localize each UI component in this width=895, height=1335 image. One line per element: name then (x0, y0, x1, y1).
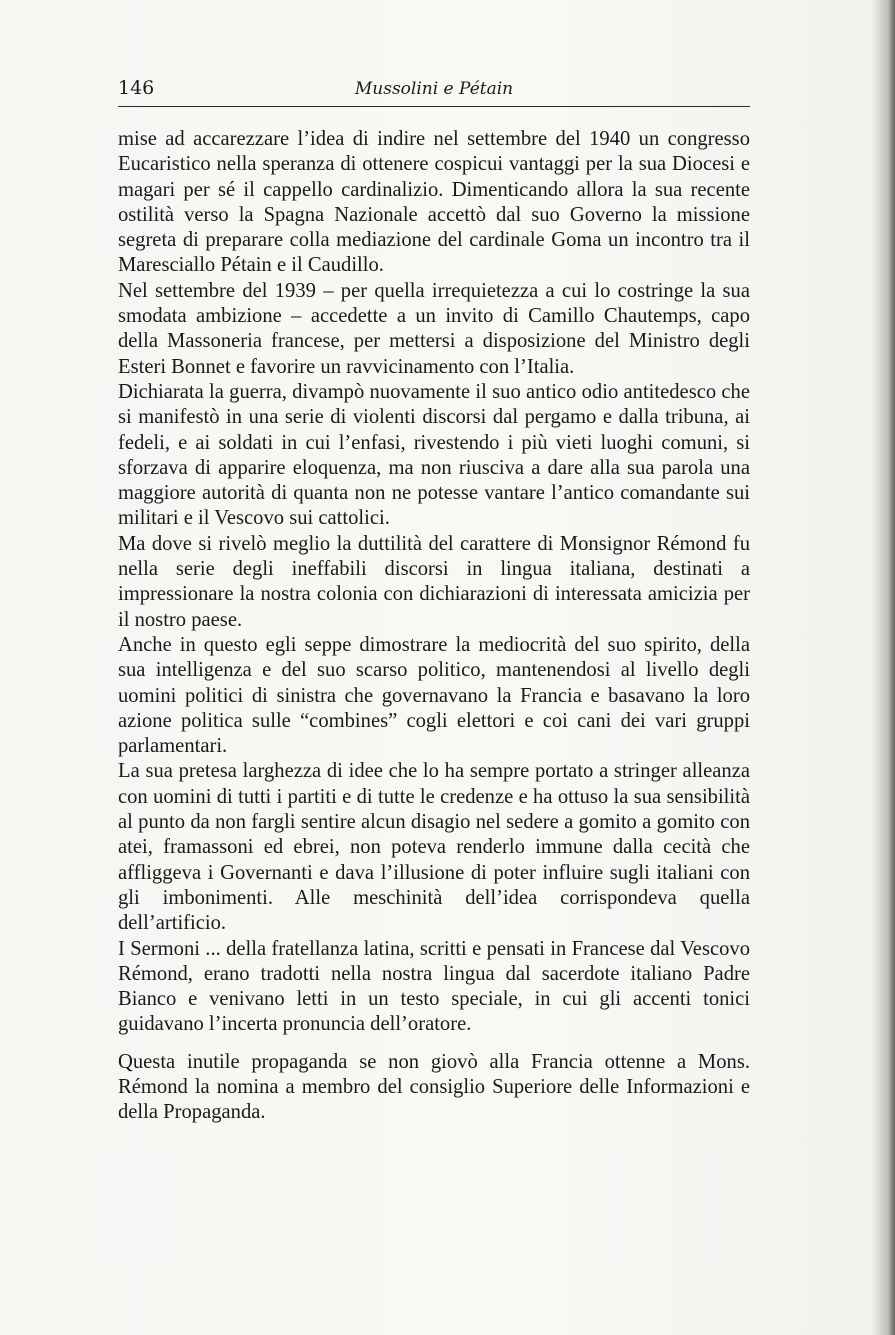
page-number: 146 (118, 77, 155, 99)
paragraph-2: Nel settembre del 1939 – per quella irrequietezza a cui lo costringe la sua smodata ambizione – accedette a un invito di Camillo Chautemps, capo della Massoneria francese, per mettersi a disposizione del Ministro degli Esteri Bonnet e favorire un ravvicinamento con l’Italia. (118, 279, 750, 378)
running-title: Mussolini e Pétain (354, 79, 514, 99)
page-edge-shadow (871, 0, 895, 1335)
paragraph-8: Questa inutile propaganda se non giovò alla Francia ottenne a Mons. Rémond la nomina a membro del consiglio Superiore delle Informazioni e della Propaganda. (118, 1050, 750, 1124)
paragraph-3: Dichiarata la guerra, divampò nuovamente il suo antico odio antitedesco che si manifestò in una serie di violenti discorsi dal pergamo e dalla tribuna, ai fedeli, e ai soldati in cui l’enfasi, rivestendo i più vieti luoghi comuni, si sforzava di apparire eloquenza, ma non riusciva a dare alla sua parola una maggiore autorità di quanta non ne potesse vantare l’antico comandante sui militari e il Vescovo sui cattolici. (118, 380, 750, 530)
page-header (118, 76, 750, 107)
paragraph-5: Anche in questo egli seppe dimostrare la mediocrità del suo spirito, della sua intelligenza e del suo scarso politico, mantenendosi al livello degli uomini politici di sinistra che governavano la Francia e basavano la loro azione politica sulle “combines” cogli elettori e coi cani dei vari gruppi parlamentari. (118, 633, 750, 758)
paragraph-4: Ma dove si rivelò meglio la duttilità del carattere di Monsignor Rémond fu nella serie degli ineffabili discorsi in lingua italiana, destinati a impressionare la nostra colonia con dichiarazioni di interessata amicizia per il nostro paese. (118, 532, 750, 631)
paragraph-1: mise ad accarezzare l’idea di indire nel settembre del 1940 un congresso Eucaristico nella speranza di ottenere cospicui vantaggi per la sua Diocesi e magari per sé il cappello cardinalizio. Dimenticando allora la sua recente ostilità verso la Spagna Nazionale accettò dal suo Governo la missione segreta di preparare colla mediazione del cardinale Goma un incontro tra il Maresciallo Pétain e il Caudillo. (118, 128, 750, 277)
paragraph-6: La sua pretesa larghezza di idee che lo ha sempre portato a stringer alleanza con uomini di tutti i partiti e di tutte le credenze e ha ottuso la sua sensibilità al punto da non fargli sentire alcun disagio nel sedere a gomito a gomito con atei, framassoni ed ebrei, non poteva renderlo immune dalla cecità che affliggeva i Governanti e dava l’illusione di poter influire sugli italiani con gli imbonimenti. Alle meschinità dell’idea corrispondeva quella dell’artificio. (118, 760, 750, 935)
paragraph-7: I Sermoni ... della fratellanza latina, scritti e pensati in Francese dal Vescovo Rémond, erano tradotti nella nostra lingua dal sacerdote italiano Padre Bianco e venivano letti in un testo speciale, in cui gli accenti tonici guidavano l’incerta pronuncia dell’oratore. (118, 937, 750, 1036)
body-text (118, 127, 750, 1126)
